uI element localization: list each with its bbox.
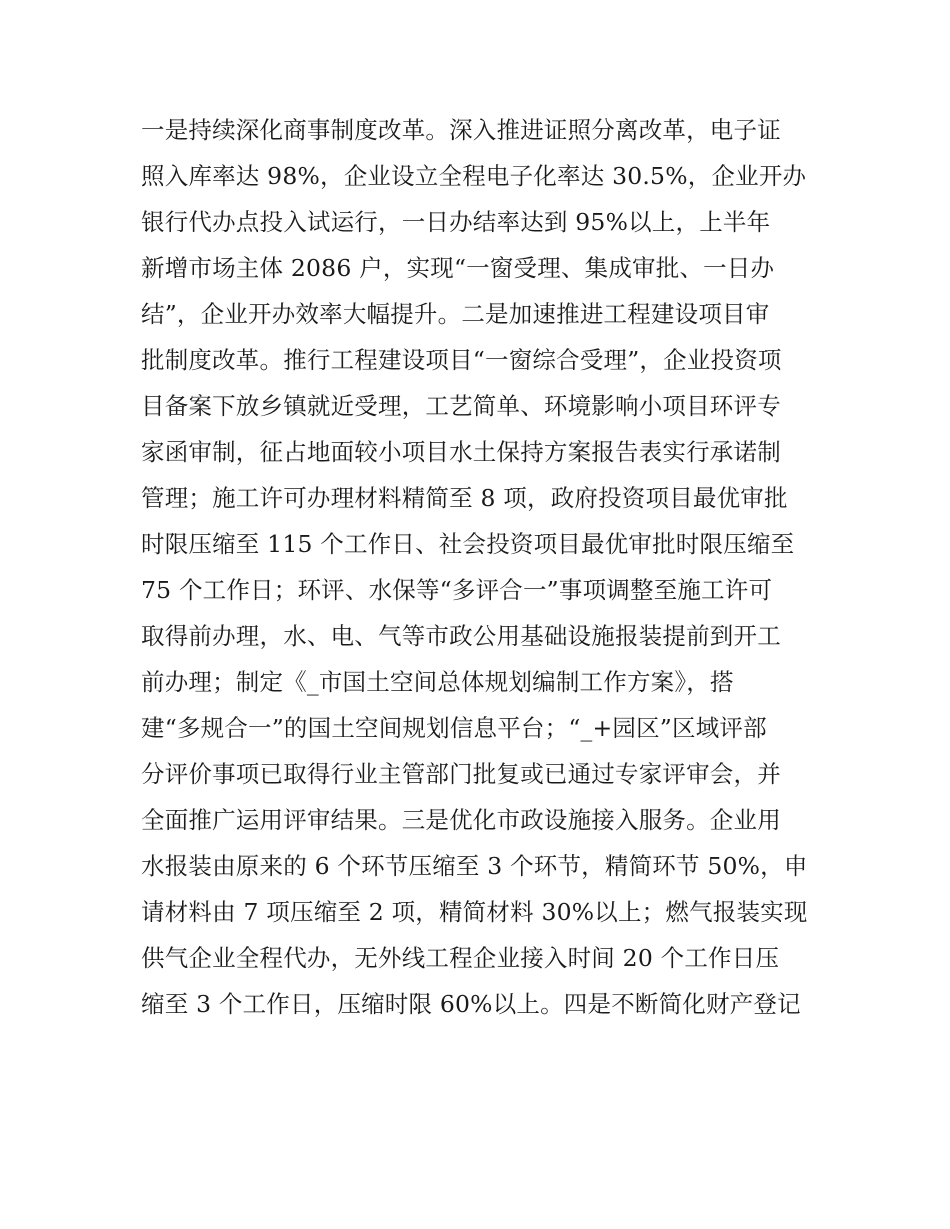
text-line-12: 取得前办理，水、电、气等市政公用基础设施报装提前到开工 bbox=[141, 622, 781, 650]
text-line-8: 家函审制，征占地面较小项目水土保持方案报告表实行承诺制 bbox=[141, 438, 781, 466]
text-line-16: 全面推广运用评审结果。三是优化市政设施接入服务。企业用 bbox=[141, 806, 781, 834]
text-line-18: 请材料由 7 项压缩至 2 项，精简材料 30%以上；燃气报装实现 bbox=[141, 898, 808, 926]
text-line-4: 新增市场主体 2086 户，实现“一窗受理、集成审批、一日办 bbox=[141, 254, 775, 282]
text-line-10: 时限压缩至 115 个工作日、社会投资项目最优审批时限压缩至 bbox=[141, 530, 795, 558]
text-line-19: 供气企业全程代办，无外线工程企业接入时间 20 个工作日压 bbox=[141, 944, 780, 972]
text-line-7: 目备案下放乡镇就近受理，工艺简单、环境影响小项目环评专 bbox=[141, 392, 781, 420]
text-line-1: 一是持续深化商事制度改革。深入推进证照分离改革，电子证 bbox=[141, 116, 781, 144]
text-line-2: 照入库率达 98%，企业设立全程电子化率达 30.5%，企业开办 bbox=[141, 162, 807, 190]
text-line-13: 前办理；制定《_市国土空间总体规划编制工作方案》，搭 bbox=[141, 668, 734, 696]
text-line-17: 水报装由原来的 6 个环节压缩至 3 个环节，精简环节 50%，申 bbox=[141, 852, 808, 880]
text-line-20: 缩至 3 个工作日，压缩时限 60%以上。四是不断简化财产登记 bbox=[141, 990, 801, 1018]
text-line-6: 批制度改革。推行工程建设项目“一窗综合受理”，企业投资项 bbox=[141, 346, 782, 374]
text-line-9: 管理；施工许可办理材料精简至 8 项，政府投资项目最优审批 bbox=[141, 484, 788, 512]
text-line-15: 分评价事项已取得行业主管部门批复或已通过专家评审会，并 bbox=[141, 760, 781, 788]
text-line-5: 结”，企业开办效率大幅提升。二是加速推进工程建设项目审 bbox=[141, 300, 770, 328]
text-line-3: 银行代办点投入试运行，一日办结率达到 95%以上，上半年 bbox=[141, 208, 771, 236]
text-line-14: 建“多规合一”的国土空间规划信息平台；“_+园区”区域评部 bbox=[141, 714, 767, 742]
text-line-11: 75 个工作日；环评、水保等“多评合一”事项调整至施工许可 bbox=[141, 576, 773, 604]
body-paragraph bbox=[141, 107, 821, 1027]
